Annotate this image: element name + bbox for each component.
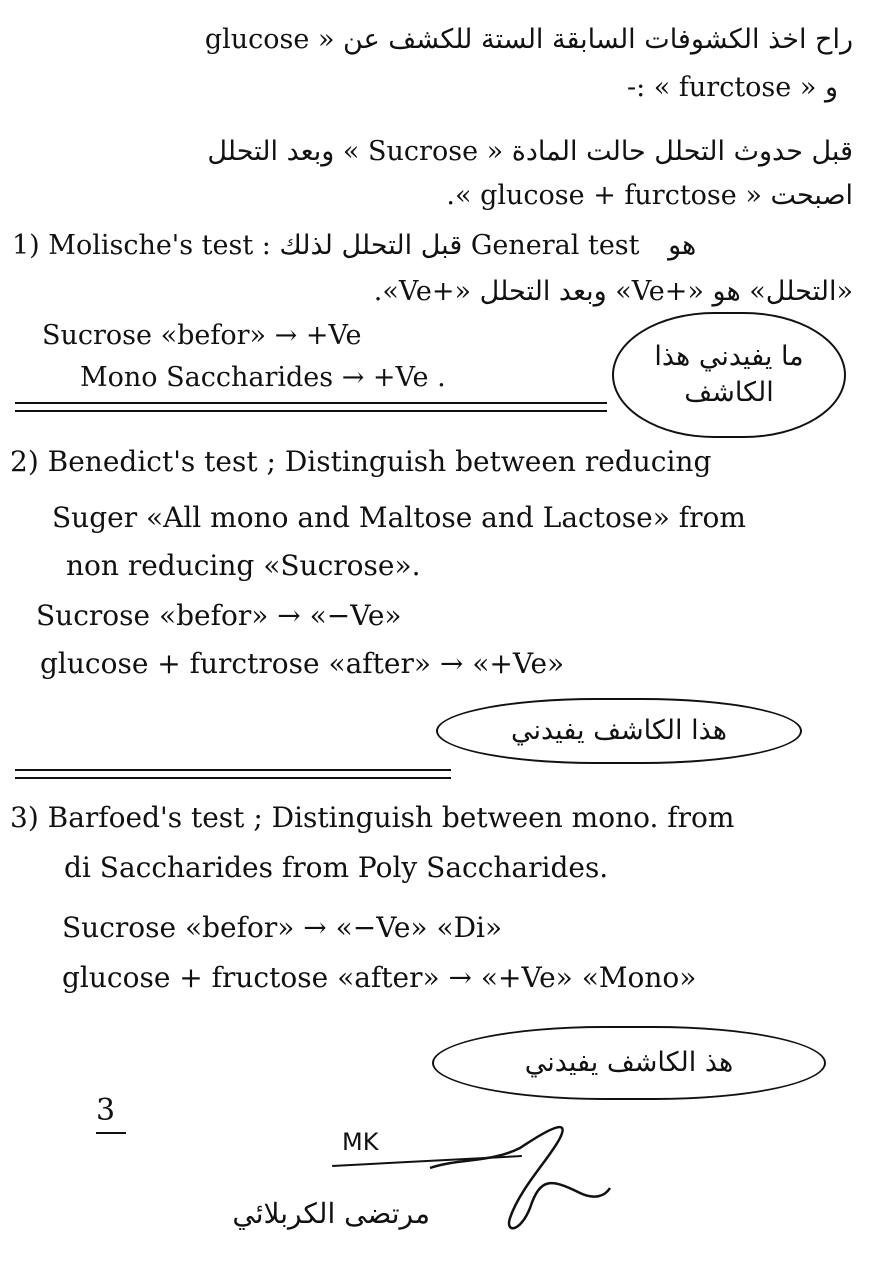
author-initials: MK [342, 1128, 379, 1156]
divider-2b [15, 777, 451, 779]
barfoed-heading: 3) Barfoed's test ; Distinguish between mono. from [10, 801, 735, 834]
benedict-result-1: Sucrose «befor» → «−Ve» [36, 599, 402, 632]
intro-line-1-english: glucose [204, 24, 310, 55]
intro-line-2-arabic: و « [799, 72, 838, 103]
barfoed-result-1: Sucrose «befor» → «−Ve» «Di» [62, 911, 503, 944]
author-name: مرتضى الكربلائي [232, 1197, 430, 1230]
molisch-arabic-tail: قبل التحلل لذلك [279, 230, 463, 261]
intro-line-4-end: ». [446, 180, 472, 211]
benedict-line-2: Suger «All mono and Maltose and Lactose» from [52, 501, 746, 534]
intro-line-1-arabic: راح اخذ الكشوفات السابقة الستة للكشف عن « [317, 24, 853, 55]
benedict-result-2: glucose + furctrose «after» → «+Ve» [40, 647, 565, 680]
intro-line-3 [13, 134, 853, 170]
molisch-general: General test [470, 230, 640, 261]
page-number: 3 [96, 1094, 126, 1134]
benedict-line-3: non reducing «Sucrose». [66, 549, 421, 582]
molisch-heading-row [12, 228, 872, 264]
molisch-cloud-note: ما يفيدني هذا الكاشف [612, 312, 846, 438]
intro-line-4-english: glucose + furctose [480, 180, 737, 211]
molisch-result-2: Mono Saccharides → +Ve . [80, 362, 446, 393]
intro-line-3-arabic: قبل حدوث التحلل حالت المادة « [486, 136, 853, 167]
intro-line-2-end: » :- [626, 72, 671, 103]
benedict-cloud-note: هذا الكاشف يفيدني [436, 698, 802, 764]
barfoed-cloud-note: هذ الكاشف يفيدني [432, 1026, 826, 1100]
intro-line-4 [13, 178, 853, 214]
benedict-heading: 2) Benedict's test ; Distinguish between reducing [10, 445, 712, 478]
intro-line-2-english: furctose [678, 72, 792, 103]
divider-1a [15, 402, 607, 404]
intro-line-3-english: Sucrose [368, 136, 479, 167]
molisch-line-2: «التحلل» هو «+Ve» وبعد التحلل «+Ve». [373, 276, 853, 307]
intro-line-1 [13, 22, 853, 58]
intro-line-3-end: » وبعد التحلل [207, 136, 360, 167]
barfoed-result-2: glucose + fructose «after» → «+Ve» «Mono» [62, 961, 697, 994]
molisch-result-1: Sucrose «befor» → +Ve [42, 320, 362, 351]
barfoed-line-2: di Saccharides from Poly Saccharides. [64, 851, 609, 884]
intro-line-4-arabic: اصبحت « [745, 180, 853, 211]
divider-1b [15, 410, 607, 412]
signature-flourish [420, 1108, 620, 1238]
molisch-hu: هو [668, 230, 697, 261]
intro-line-2 [438, 70, 838, 106]
molisch-heading: 1) Molische's test : [12, 230, 271, 261]
divider-2a [15, 769, 451, 771]
